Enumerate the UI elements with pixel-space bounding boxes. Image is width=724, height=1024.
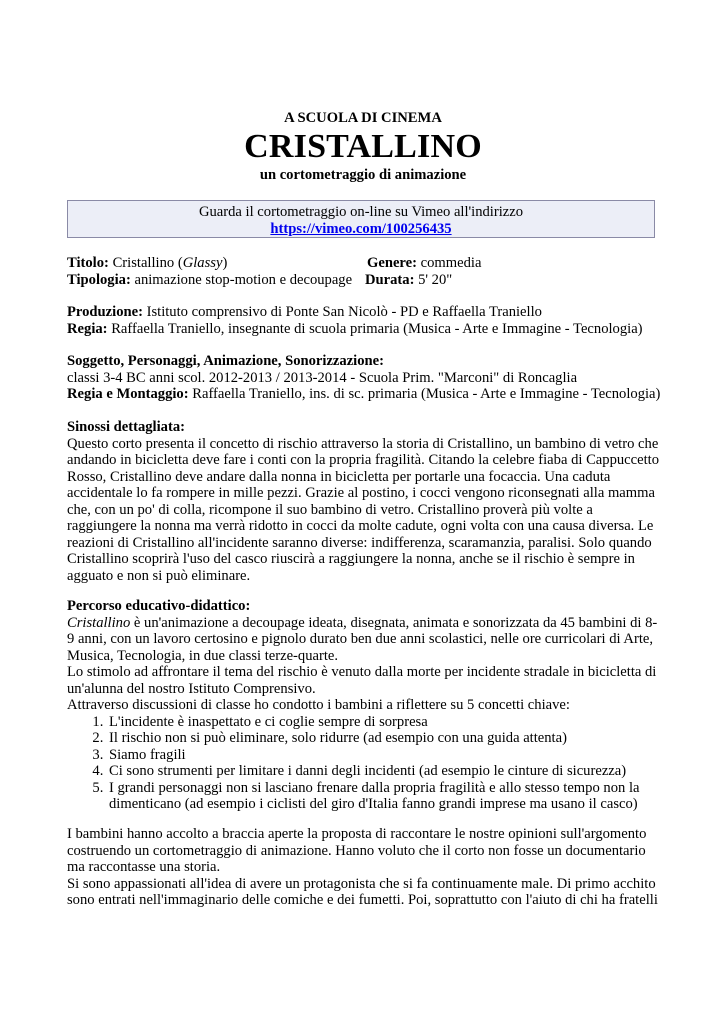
production-block xyxy=(67,304,667,337)
percorso-heading: Percorso educativo-didattico: xyxy=(67,598,251,614)
genere-label: Genere: xyxy=(367,255,417,271)
key-concepts-list xyxy=(67,714,659,813)
regia-row xyxy=(67,321,667,338)
soggetto-heading-row xyxy=(67,353,667,370)
tipologia-value: animazione stop-motion e decoupage xyxy=(134,271,353,288)
percorso-title-italic: Cristallino xyxy=(67,614,131,631)
soggetto-heading: Soggetto, Personaggi, Animazione, Sonorizzazione: xyxy=(67,353,384,369)
closing-block xyxy=(67,826,659,909)
percorso-block xyxy=(67,598,659,813)
titolo-close: ) xyxy=(222,255,228,271)
closing-paragraph-2: Si sono appassionati all'idea di avere un protagonista che si fa continuamente male. Di primo acchito sono entrati nell'immaginario delle comiche e dei fumetti. Poi, soprattutto con l'aiuto di chi ha fratelli xyxy=(67,875,658,908)
durata-label: Durata: xyxy=(365,271,415,288)
document-title: CRISTALLINO xyxy=(244,128,482,165)
list-item: 4. Ci sono strumenti per limitare i danni degli incidenti (ad esempio le cinture di sicurezza) xyxy=(107,763,659,780)
produzione-value: Istituto comprensivo di Ponte San Nicolò - PD e Raffaella Traniello xyxy=(146,304,542,320)
durata-value: 5' 20" xyxy=(418,271,453,288)
percorso-paragraph-3: Attraverso discussioni di classe ho condotto i bambini a riflettere su 5 concetti chiave: xyxy=(67,697,570,713)
percorso-paragraph-1 xyxy=(67,615,659,665)
list-item: 3. Siamo fragili xyxy=(107,747,659,764)
titolo-italic: Glassy xyxy=(182,255,223,271)
vimeo-link-box xyxy=(67,200,655,238)
regia-label: Regia: xyxy=(67,320,108,337)
tipologia-label: Tipologia: xyxy=(67,271,131,288)
document-subtitle: un cortometraggio di animazione xyxy=(259,167,467,183)
soggetto-classes: classi 3-4 BC anni scol. 2012-2013 / 2013-2014 - Scuola Prim. "Marconi" di Roncaglia xyxy=(67,369,578,386)
genere-value: commedia xyxy=(420,255,482,271)
percorso-p1-text: è un'animazione a decoupage ideata, disegnata, animata e sonorizzata da 45 bambini di 8-9 anni, con un lavoro certosino e pignolo durato ben due anni scolastici, nelle ore curricolari di Arte, Musica, Tecnologia, in due classi terze-quarte. xyxy=(67,614,658,664)
sinossi-heading: Sinossi dettagliata: xyxy=(67,419,185,435)
list-item: 1. L'incidente è inaspettato e ci coglie sempre di sorpresa xyxy=(107,714,659,731)
regia-value: Raffaella Traniello, insegnante di scuola primaria (Musica - Arte e Immagine - Tecnologia) xyxy=(111,320,643,337)
list-item: 2. Il rischio non si può eliminare, solo ridurre (ad esempio con una guida attenta) xyxy=(107,730,659,747)
regia-montaggio-label: Regia e Montaggio: xyxy=(67,386,189,402)
sinossi-block xyxy=(67,419,659,584)
kicker-heading: A SCUOLA DI CINEMA xyxy=(284,110,442,126)
vimeo-link-text: Guarda il cortometraggio on-line su Vimeo all'indirizzo xyxy=(198,204,524,220)
percorso-paragraph-2: Lo stimolo ad affrontare il tema del rischio è venuto dalla morte per incidente stradale in bicicletta di un'alunna del nostro Istituto Comprensivo. xyxy=(67,664,657,697)
list-item: 5. I grandi personaggi non si lasciano frenare dalla propria fragilità e allo stesso tempo non la dimenticano (ad esempio i ciclisti del giro d'Italia fanno grandi imprese ma usano il casco) xyxy=(107,780,659,813)
info-block xyxy=(67,255,667,288)
durata-field xyxy=(365,272,452,289)
produzione-label: Produzione: xyxy=(67,304,143,320)
sinossi-text: Questo corto presenta il concetto di rischio attraverso la storia di Cristallino, un bambino di vetro che andando in bicicletta deve fare i conti con la propria fragilità. Citando la celebre fiaba di Cappuccetto Rosso, Cristallino deve andare dalla nonna in bicicletta per portarle una focaccia. Una caduta accidentale lo fa rompere in mille pezzi. Grazie al postino, i cocci vengono riconsegnati alla mamma che, con un po' di colla, ricompone il suo bambino di vetro. Cristallino proverà più volte a raggiungere la nonna ma verrà ridotto in cocci da molte cadute, ogni volta con una causa diversa. Le reazioni di Cristallino all'incidente saranno diverse: indifferenza, scaramanzia, paralisi. Solo quando Cristallino scoprirà l'uso del casco riuscirà a raggiungere la nonna, anche se il rischio è sempre in agguato e non si può eliminare. xyxy=(67,435,660,584)
genere-field xyxy=(367,255,481,272)
produzione-row xyxy=(67,304,667,321)
tipologia-row xyxy=(67,272,667,289)
titolo-value: Cristallino ( xyxy=(112,255,183,271)
titolo-label: Titolo: xyxy=(67,255,109,271)
titolo-row xyxy=(67,255,667,272)
closing-paragraph-1: I bambini hanno accolto a braccia aperte la proposta di raccontare le nostre opinioni sull'argomento costruendo un cortometraggio di animazione. Hanno voluto che il corto non fosse un documentario ma raccontasse una storia. xyxy=(67,826,647,875)
vimeo-link[interactable]: https://vimeo.com/100256435 xyxy=(270,220,452,237)
regia-montaggio-value: Raffaella Traniello, ins. di sc. primaria (Musica - Arte e Immagine - Tecnologia) xyxy=(192,386,661,402)
soggetto-block xyxy=(67,353,667,403)
regia-montaggio-row xyxy=(67,386,667,403)
